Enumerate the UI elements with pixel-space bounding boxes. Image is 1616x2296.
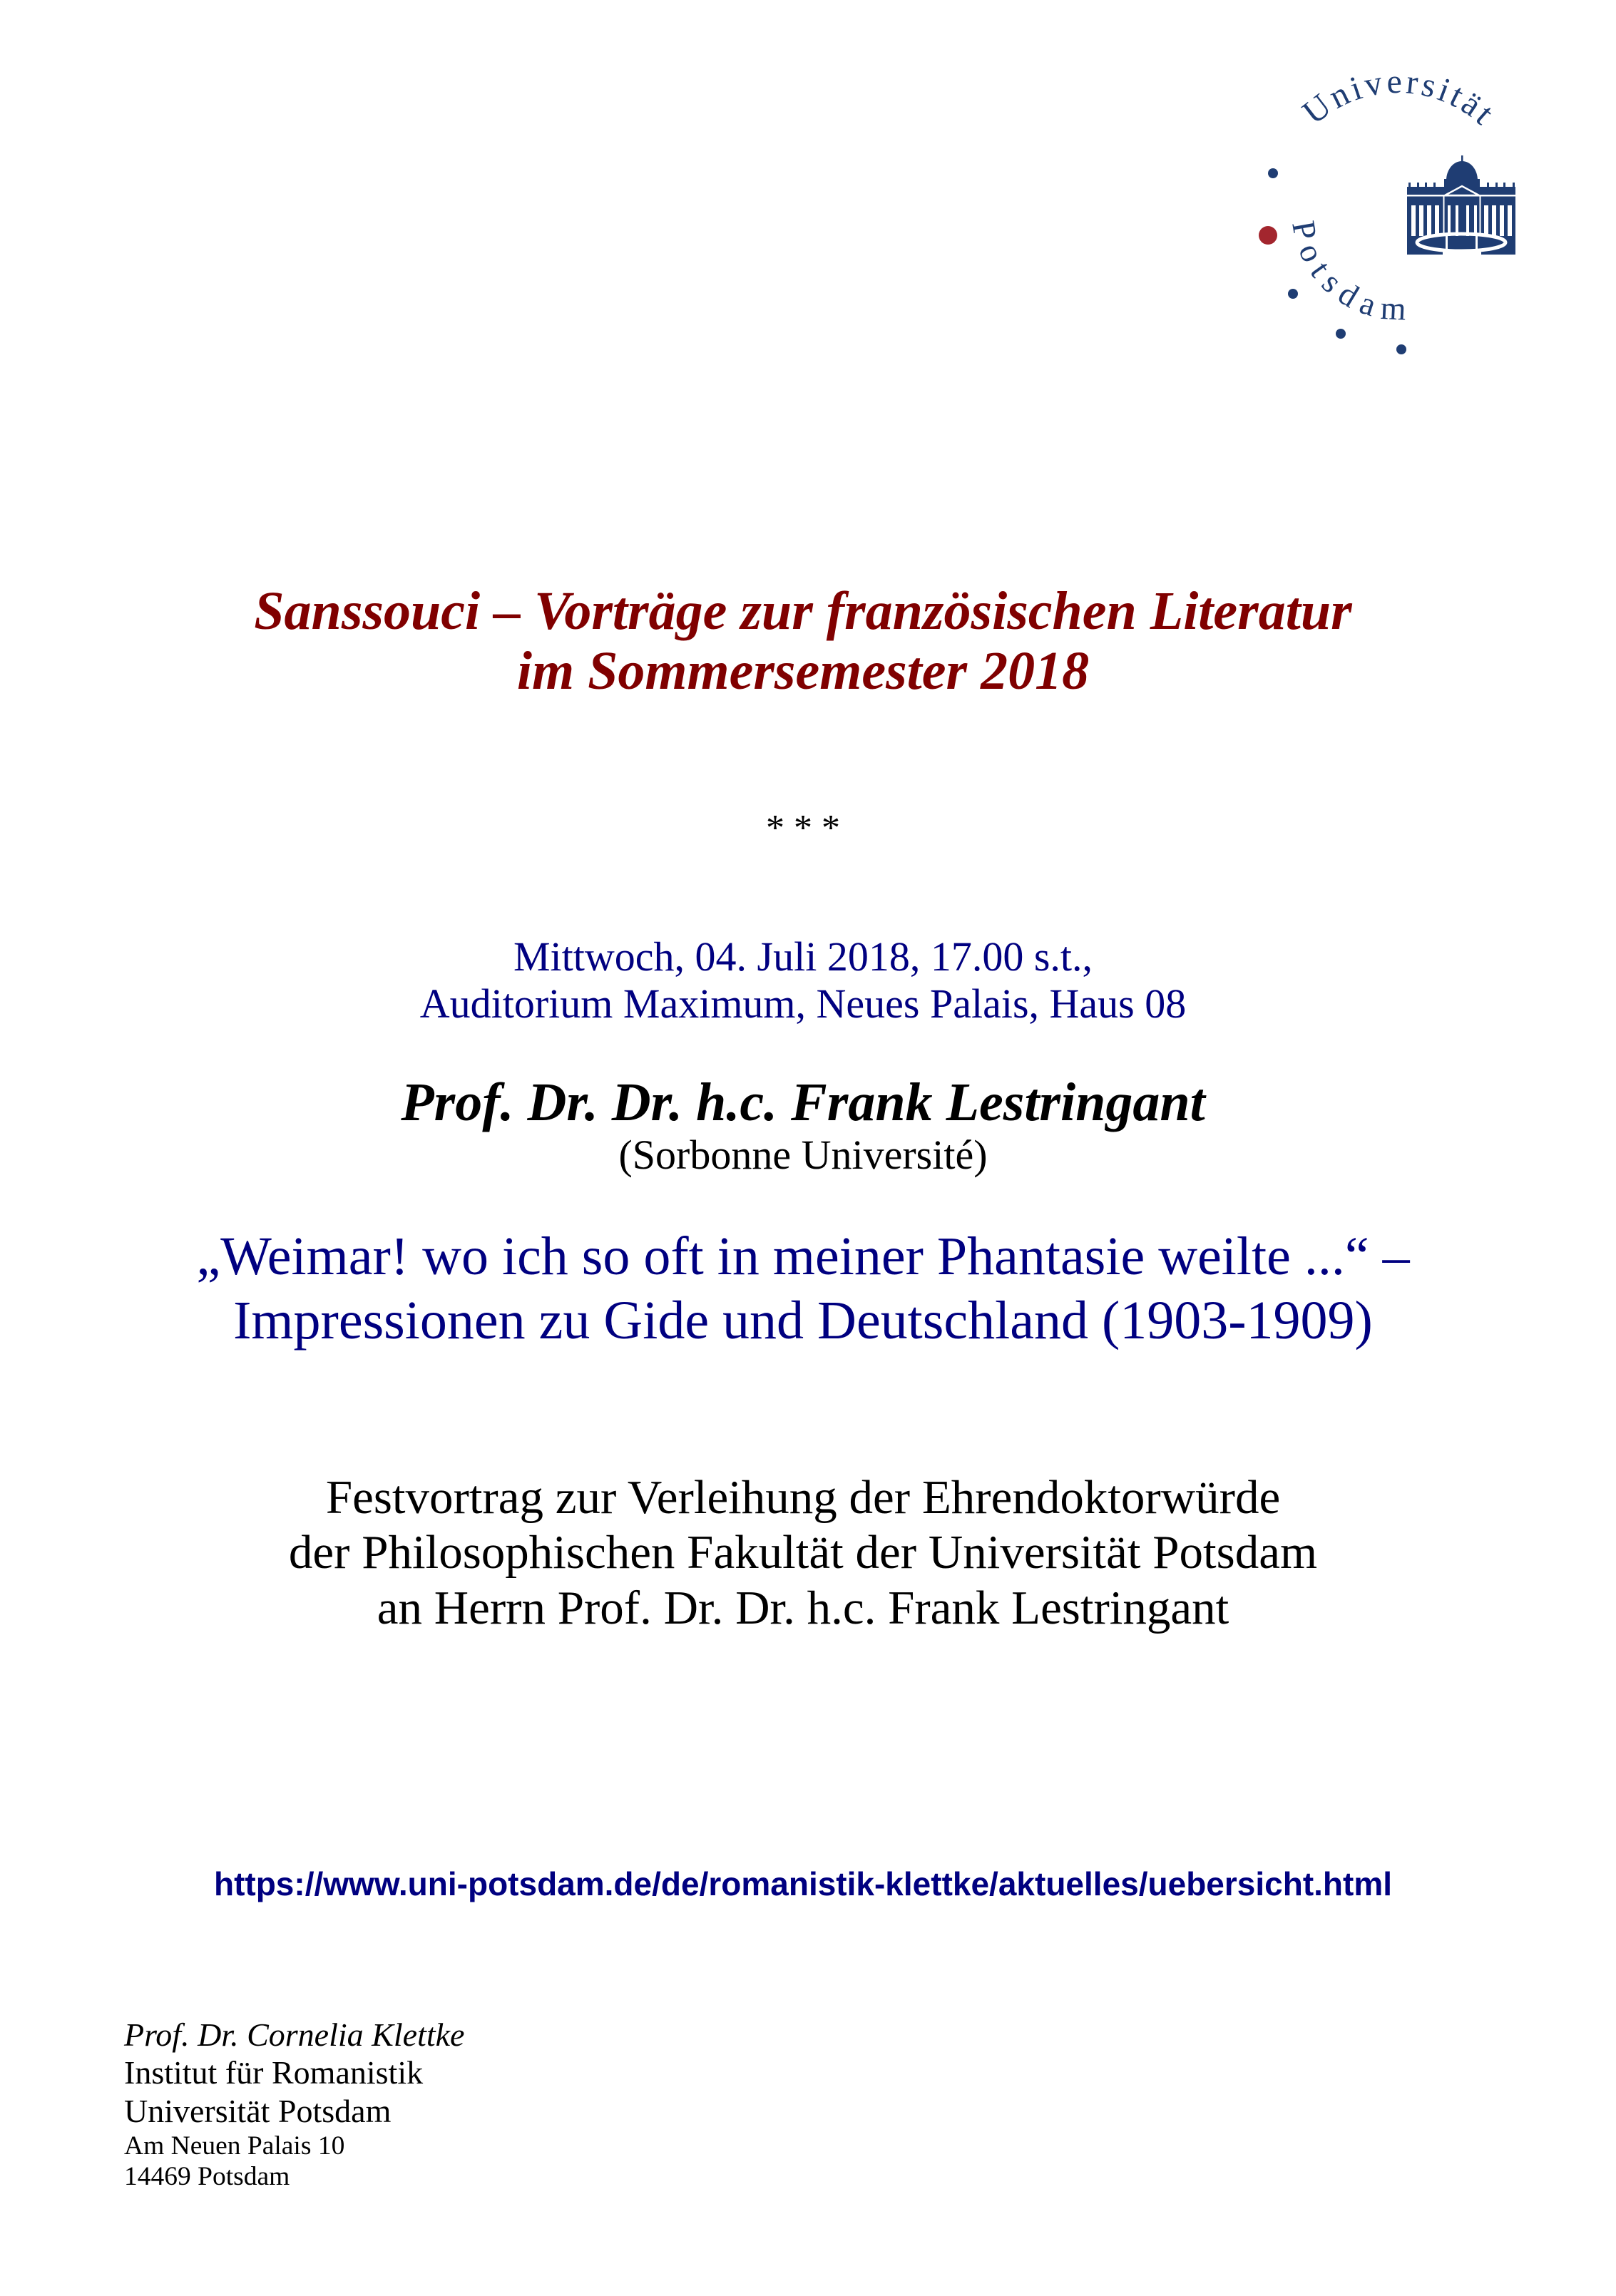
separator-asterisks: * * * xyxy=(766,808,840,849)
lecture-title-line-2: Impressionen zu Gide und Deutschland (1903-1909) xyxy=(233,1291,1373,1351)
speaker-name: Prof. Dr. Dr. h.c. Frank Lestringant xyxy=(401,1072,1205,1132)
logo-dot xyxy=(1396,344,1406,354)
contact-university: Universität Potsdam xyxy=(124,2093,392,2129)
event-location: Auditorium Maximum, Neues Palais, Haus 08 xyxy=(419,980,1187,1027)
lecture-title-line-1: „Weimar! wo ich so oft in meiner Phantasie weilte ...“ – xyxy=(196,1226,1410,1286)
logo-text-top: Universität xyxy=(1295,62,1501,132)
logo-dot xyxy=(1268,168,1278,178)
event-date: Mittwoch, 04. Juli 2018, 17.00 s.t., xyxy=(513,933,1093,980)
contact-city: 14469 Potsdam xyxy=(124,2162,290,2191)
logo-text-bottom: Potsdam xyxy=(1285,217,1407,327)
website-link[interactable]: https://www.uni-potsdam.de/de/romanistik-klettke/aktuelles/uebersicht.html xyxy=(213,1865,1393,1902)
logo-dot xyxy=(1336,329,1346,339)
series-title-line-2: im Sommersemester 2018 xyxy=(516,641,1090,701)
speaker-affiliation: (Sorbonne Université) xyxy=(618,1132,988,1178)
contact-institute: Institut für Romanistik xyxy=(124,2054,424,2091)
logo-dot xyxy=(1288,289,1298,299)
occasion-line-3: an Herrn Prof. Dr. Dr. h.c. Frank Lestringant xyxy=(377,1582,1229,1634)
logo-text-potsdam xyxy=(1285,218,1407,327)
palace-building-icon xyxy=(1407,155,1515,255)
university-logo xyxy=(1241,64,1540,371)
series-title-line-1: Sanssouci – Vorträge zur französischen Literatur xyxy=(254,581,1352,641)
occasion-line-2: der Philosophischen Fakultät der Universität Potsdam xyxy=(288,1526,1318,1579)
logo-dot-red xyxy=(1259,226,1277,245)
occasion-line-1: Festvortrag zur Verleihung der Ehrendoktorwürde xyxy=(325,1471,1281,1524)
contact-name: Prof. Dr. Cornelia Klettke xyxy=(124,2016,465,2053)
logo-text-universitaet xyxy=(1296,63,1501,132)
link-container xyxy=(0,1867,1606,1900)
contact-street: Am Neuen Palais 10 xyxy=(124,2131,345,2161)
